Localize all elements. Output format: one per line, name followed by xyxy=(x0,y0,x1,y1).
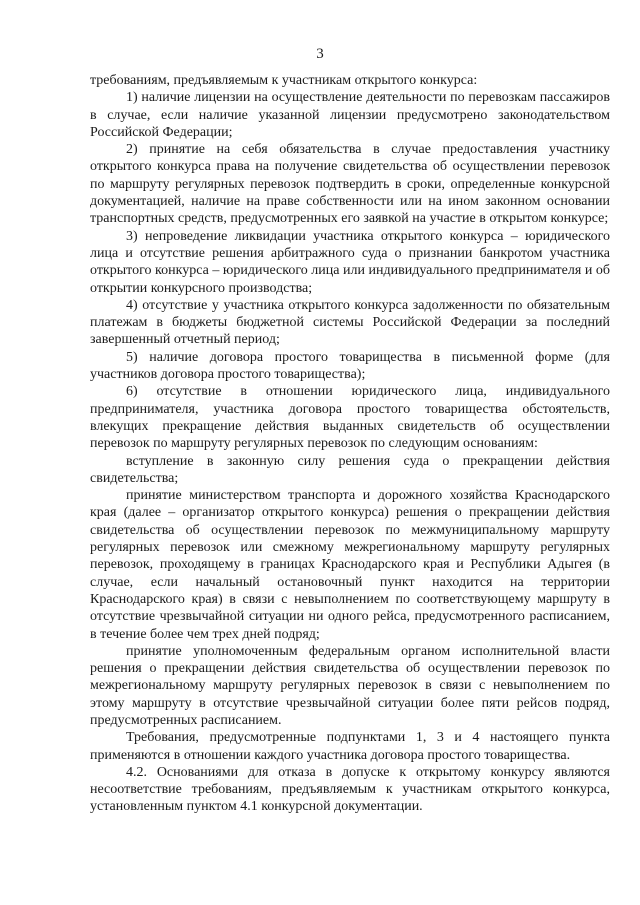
paragraph-item-5: 5) наличие договора простого товарищества в письменной форме (для участников договора простого товарищества); xyxy=(90,349,610,383)
paragraph-item-3: 3) непроведение ликвидации участника открытого конкурса – юридического лица и отсутствие решения арбитражного суда о признании банкротом участника открытого конкурса – юридического лица или индивидуального предпринимателя и об открытии конкурсного производства; xyxy=(90,228,610,296)
paragraph-item-1: 1) наличие лицензии на осуществление деятельности по перевозкам пассажиров в случае, если наличие указанной лицензии предусмотрено законодательством Российской Федерации; xyxy=(90,90,610,140)
paragraph-section-4-2: 4.2. Основаниями для отказа в допуске к открытому конкурсу являются несоответствие требованиям, предъявляемым к участникам открытого конкурса, установленным пунктом 4.1 конкурсной документации. xyxy=(90,764,610,815)
paragraph-intro: требованиям, предъявляемым к участникам открытого конкурса: xyxy=(90,73,478,88)
document-body xyxy=(90,72,610,816)
paragraph-item-6: 6) отсутствие в отношении юридического лица, индивидуального предпринимателя, участника договора простого товарищества обстоятельств, влекущих прекращение действия выданных свидетельств об осуществлении перевозок по маршруту регулярных перевозок по следующим основаниям: xyxy=(90,384,610,452)
paragraph-item-4: 4) отсутствие у участника открытого конкурса задолженности по обязательным платежам в бюджеты бюджетной системы Российской Федерации за последний завершенный отчетный период; xyxy=(90,297,610,348)
paragraph-requirements-note: Требования, предусмотренные подпунктами 1, 3 и 4 настоящего пункта применяются в отношении каждого участника договора простого товарищества. xyxy=(90,730,610,763)
paragraph-ground-court: вступление в законную силу решения суда о прекращении действия свидетельства; xyxy=(90,453,610,486)
paragraph-item-2: 2) принятие на себя обязательства в случае предоставления участнику открытого конкурса права на получение свидетельства об осуществлении перевозок по маршруту регулярных перевозок подтвердить в сроки, определенные конкурсной документацией, наличие на праве собственности или на ином законном основании транспортных средств, предусмотренных его заявкой на участие в открытом конкурсе; xyxy=(90,142,610,227)
paragraph-ground-ministry: принятие министерством транспорта и дорожного хозяйства Краснодарского края (далее – организатор открытого конкурса) решения о прекращении действия свидетельства об осуществлении перевозок по межмуниципальному маршруту регулярных перевозок или смежному межрегиональному маршруту регулярных перевозок, проходящему в границах Краснодарского края и Республики Адыгея (в случае, если начальный остановочный пункт находится на территории Краснодарского края) в связи с невыполнением по соответствующему маршруту в отсутствие чрезвычайной ситуации ни одного рейса, предусмотренного расписанием, в течение более чем трех дней подряд; xyxy=(90,488,610,642)
page-number: 3 xyxy=(316,46,324,62)
paragraph-ground-federal: принятие уполномоченным федеральным органом исполнительной власти решения о прекращении действия свидетельства об осуществлении перевозок по межрегиональному маршруту регулярных перевозок в связи с невыполнением по этому маршруту в отсутствие чрезвычайной ситуации более пяти рейсов подряд, предусмотренных расписанием. xyxy=(90,643,610,728)
